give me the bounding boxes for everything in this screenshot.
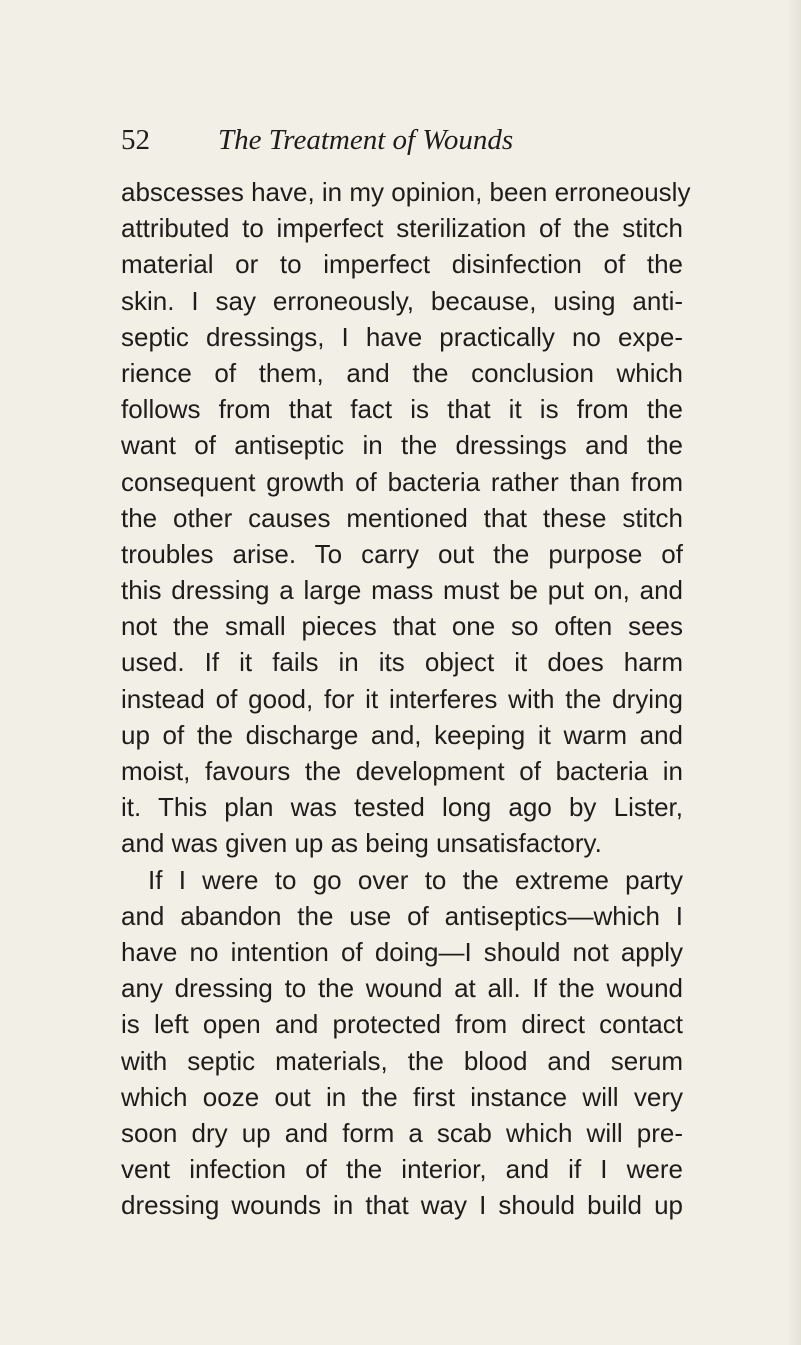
text-line: this dressing a large mass must be put on, and — [121, 575, 683, 606]
text-line: skin. I say erroneously, because, using anti- — [121, 285, 683, 316]
text-line: moist, favours the development of bacteria in — [121, 756, 683, 786]
text-line: want of antiseptic in the dressings and the — [121, 430, 683, 461]
text-line: the other causes mentioned that these stitch — [121, 502, 683, 533]
page-number: 52 — [121, 124, 150, 156]
text-line: and was given up as being unsatisfactory. — [121, 828, 602, 859]
text-line: septic dressings, I have practically no expe- — [121, 321, 683, 352]
text-line: material or to imperfect disinfection of the — [121, 249, 683, 280]
text-line: rience of them, and the conclusion which — [121, 357, 683, 388]
text-line: is left open and protected from direct contact — [121, 1009, 683, 1040]
page-header — [121, 120, 681, 160]
text-line: vent infection of the interior, and if I were — [121, 1154, 683, 1185]
text-line: abscesses have, in my opinion, been erroneously — [121, 177, 691, 207]
text-line: dressing wounds in that way I should build up — [121, 1190, 683, 1221]
text-line: instead of good, for it interferes with the drying — [121, 683, 683, 714]
text-line: with septic materials, the blood and serum — [121, 1045, 683, 1076]
text-line: and abandon the use of antiseptics—which I — [121, 900, 683, 931]
running-title: The Treatment of Wounds — [218, 124, 514, 156]
text-line: soon dry up and form a scab which will pre- — [121, 1117, 683, 1148]
text-line: used. If it fails in its object it does harm — [121, 647, 683, 678]
text-line: consequent growth of bacteria rather than from — [121, 466, 683, 497]
body-text — [121, 174, 691, 1223]
text-line: up of the discharge and, keeping it warm and — [121, 719, 683, 750]
text-line: If I were to go over to the extreme party — [148, 864, 683, 895]
text-line: it. This plan was tested long ago by Lister, — [121, 792, 683, 823]
text-line: not the small pieces that one so often sees — [121, 611, 683, 642]
text-line: attributed to imperfect sterilization of the stitch — [121, 213, 683, 244]
text-line: troubles arise. To carry out the purpose of — [121, 538, 683, 569]
page-edge-shadow — [787, 0, 801, 1345]
text-line: which ooze out in the first instance will very — [121, 1081, 683, 1112]
text-line: have no intention of doing—I should not apply — [121, 936, 683, 967]
text-line: follows from that fact is that it is from the — [121, 394, 683, 425]
text-line: any dressing to the wound at all. If the wound — [121, 973, 683, 1004]
